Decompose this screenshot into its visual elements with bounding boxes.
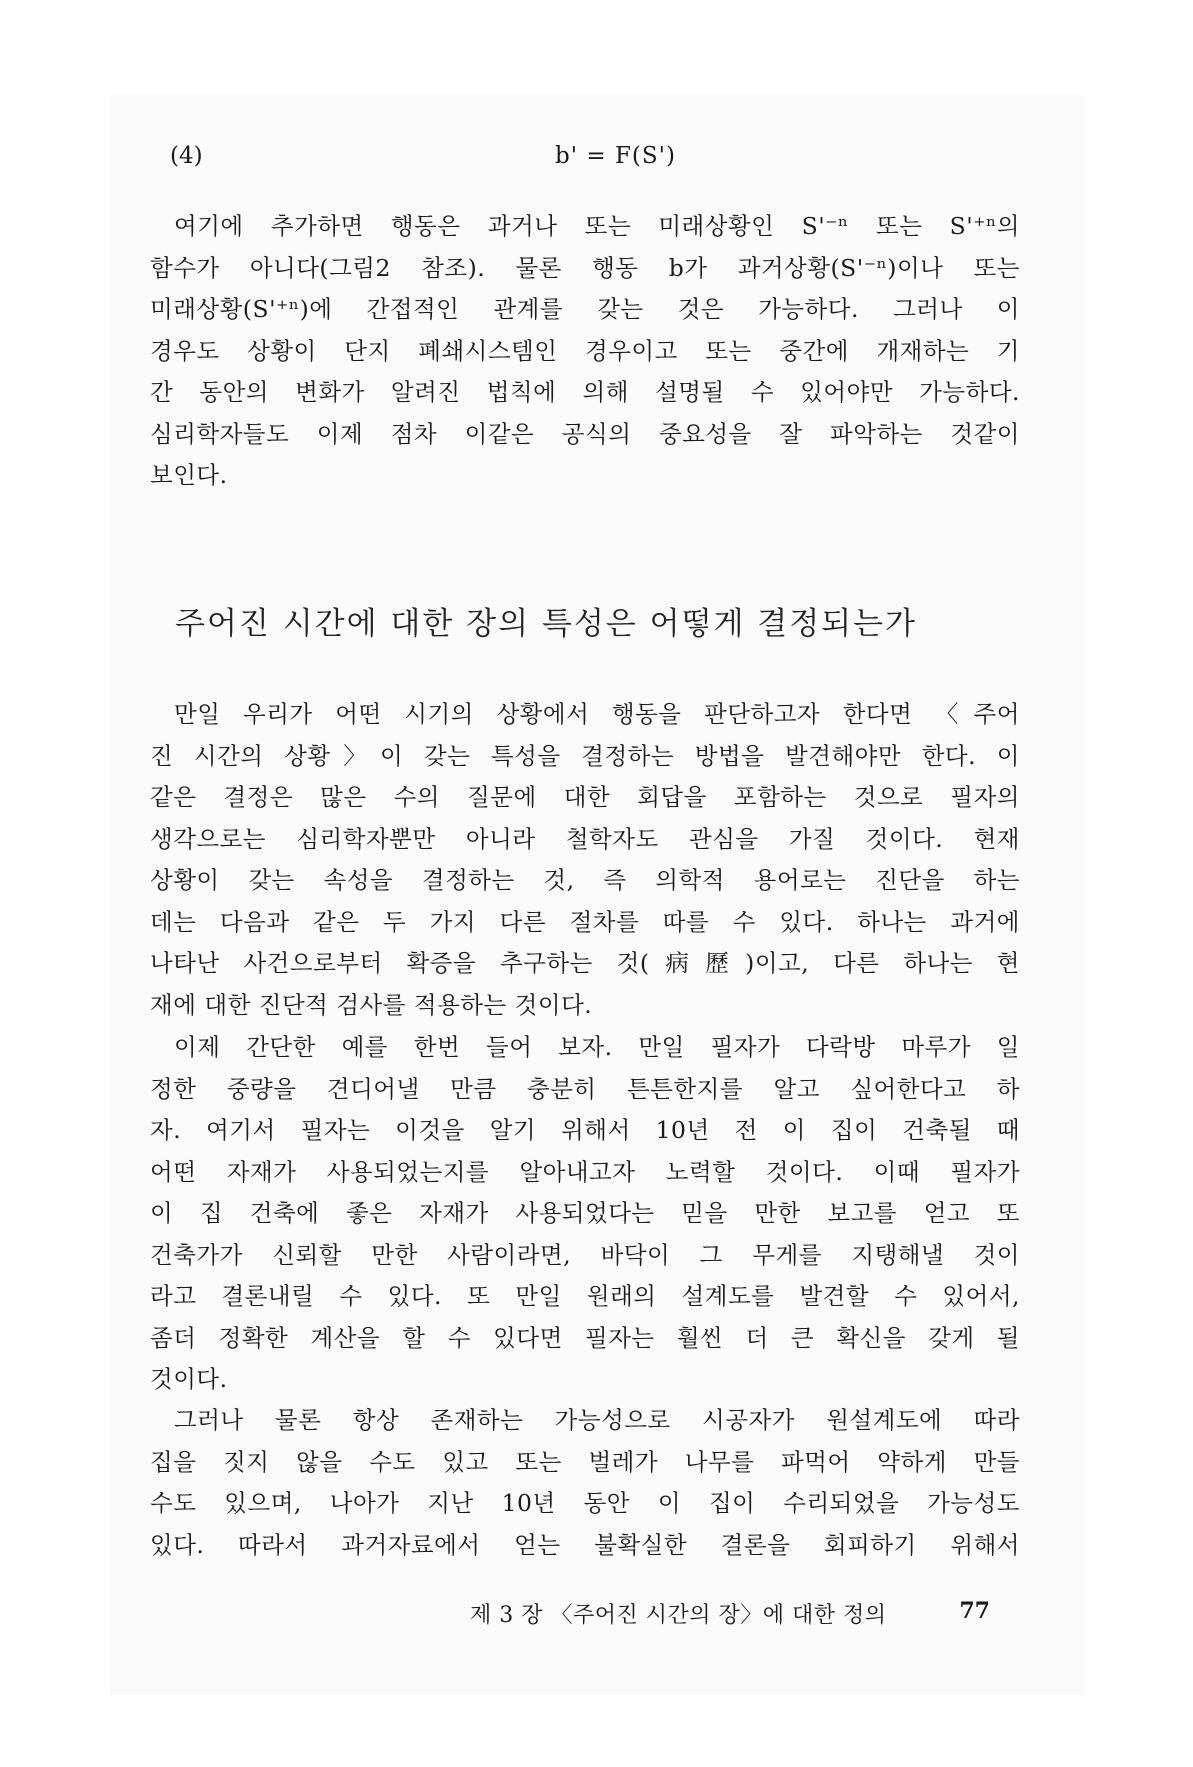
text-line: 건축가가 신뢰할 만한 사람이라면, 바닥이 그 무게를 지탱해낼 것이 (150, 1240, 1020, 1269)
text-line: 좀더 정확한 계산을 할 수 있다면 필자는 훨씬 더 큰 확신을 갖게 될 (150, 1323, 1020, 1352)
text-line: 간 동안의 변화가 알려진 법칙에 의해 설명될 수 있어야만 가능하다. (150, 378, 1020, 406)
text-line: 함수가 아니다(그림2 참조). 물론 행동 b가 과거상황(S'⁻ⁿ)이나 또는 (150, 253, 1020, 282)
text-line: 데는 다음과 같은 두 가지 다른 절차를 따를 수 있다. 하나는 과거에 (150, 907, 1020, 936)
text-line: 보인다. (150, 461, 228, 489)
text-line: 재에 대한 진단적 검사를 적용하는 것이다. (150, 990, 593, 1019)
paragraph-3 (150, 1027, 1020, 1401)
text-line: 나타난 사건으로부터 확증을 추구하는 것(病歷)이고, 다른 하나는 현 (150, 949, 1020, 977)
equation-formula: b' = F(S') (555, 143, 676, 169)
text-line: 있다. 따라서 과거자료에서 얻는 불확실한 결론을 회피하기 위해서 (150, 1530, 1020, 1559)
text-line: 여기에 추가하면 행동은 과거나 또는 미래상황인 S'⁻ⁿ 또는 S'⁺ⁿ의 (174, 212, 1020, 240)
text-line: 이 집 건축에 좋은 자재가 사용되었다는 믿을 만한 보고를 얻고 또 (150, 1199, 1020, 1227)
text-line: 진 시간의 상황〉이 갖는 특성을 결정하는 방법을 발견해야만 한다. 이 (150, 741, 1020, 770)
paragraph-1 (150, 206, 1020, 497)
text-line: 정한 중량을 견디어낼 만큼 충분히 튼튼한지를 알고 싶어한다고 하 (150, 1074, 1020, 1103)
paragraph-2 (150, 694, 1020, 1026)
text-line: 자. 여기서 필자는 이것을 알기 위해서 10년 전 이 집이 건축될 때 (150, 1116, 1020, 1144)
section-heading: 주어진 시간에 대한 장의 특성은 어떻게 결정되는가 (175, 606, 917, 642)
text-line: 수도 있으며, 나아가 지난 10년 동안 이 집이 수리되었을 가능성도 (150, 1489, 1020, 1517)
text-line: 만일 우리가 어떤 시기의 상황에서 행동을 판단하고자 한다면 〈주어 (174, 700, 1020, 728)
running-head: 제 3 장 〈주어진 시간의 장〉에 대한 정의 (470, 1603, 887, 1628)
text-line: 어떤 자재가 사용되었는지를 알아내고자 노력할 것이다. 이때 필자가 (150, 1157, 1020, 1186)
text-line: 미래상황(S'⁺ⁿ)에 간접적인 관계를 갖는 것은 가능하다. 그러나 이 (150, 295, 1020, 323)
text-line: 경우도 상황이 단지 폐쇄시스템인 경우이고 또는 중간에 개재하는 기 (150, 336, 1020, 365)
text-line: 상황이 갖는 속성을 결정하는 것, 즉 의학적 용어로는 진단을 하는 (150, 866, 1020, 894)
text-line: 심리학자들도 이제 점차 이같은 공식의 중요성을 잘 파악하는 것같이 (150, 419, 1020, 448)
equation-number: (4) (170, 143, 203, 169)
paragraph-4 (150, 1400, 1020, 1566)
text-line: 그러나 물론 항상 존재하는 가능성으로 시공자가 원설계도에 따라 (174, 1406, 1020, 1434)
text-line: 같은 결정은 많은 수의 질문에 대한 회답을 포함하는 것으로 필자의 (150, 783, 1020, 811)
text-line: 것이다. (150, 1365, 228, 1393)
text-line: 이제 간단한 예를 한번 들어 보자. 만일 필자가 다락방 마루가 일 (174, 1033, 1020, 1061)
text-line: 집을 짓지 않을 수도 있고 또는 벌레가 나무를 파먹어 약하게 만들 (150, 1447, 1020, 1476)
text-line: 라고 결론내릴 수 있다. 또 만일 원래의 설계도를 발견할 수 있어서, (150, 1282, 1020, 1310)
text-line: 생각으로는 심리학자뿐만 아니라 철학자도 관심을 가질 것이다. 현재 (150, 824, 1020, 853)
page-number: 77 (959, 1598, 990, 1624)
equation-row (170, 143, 1020, 183)
